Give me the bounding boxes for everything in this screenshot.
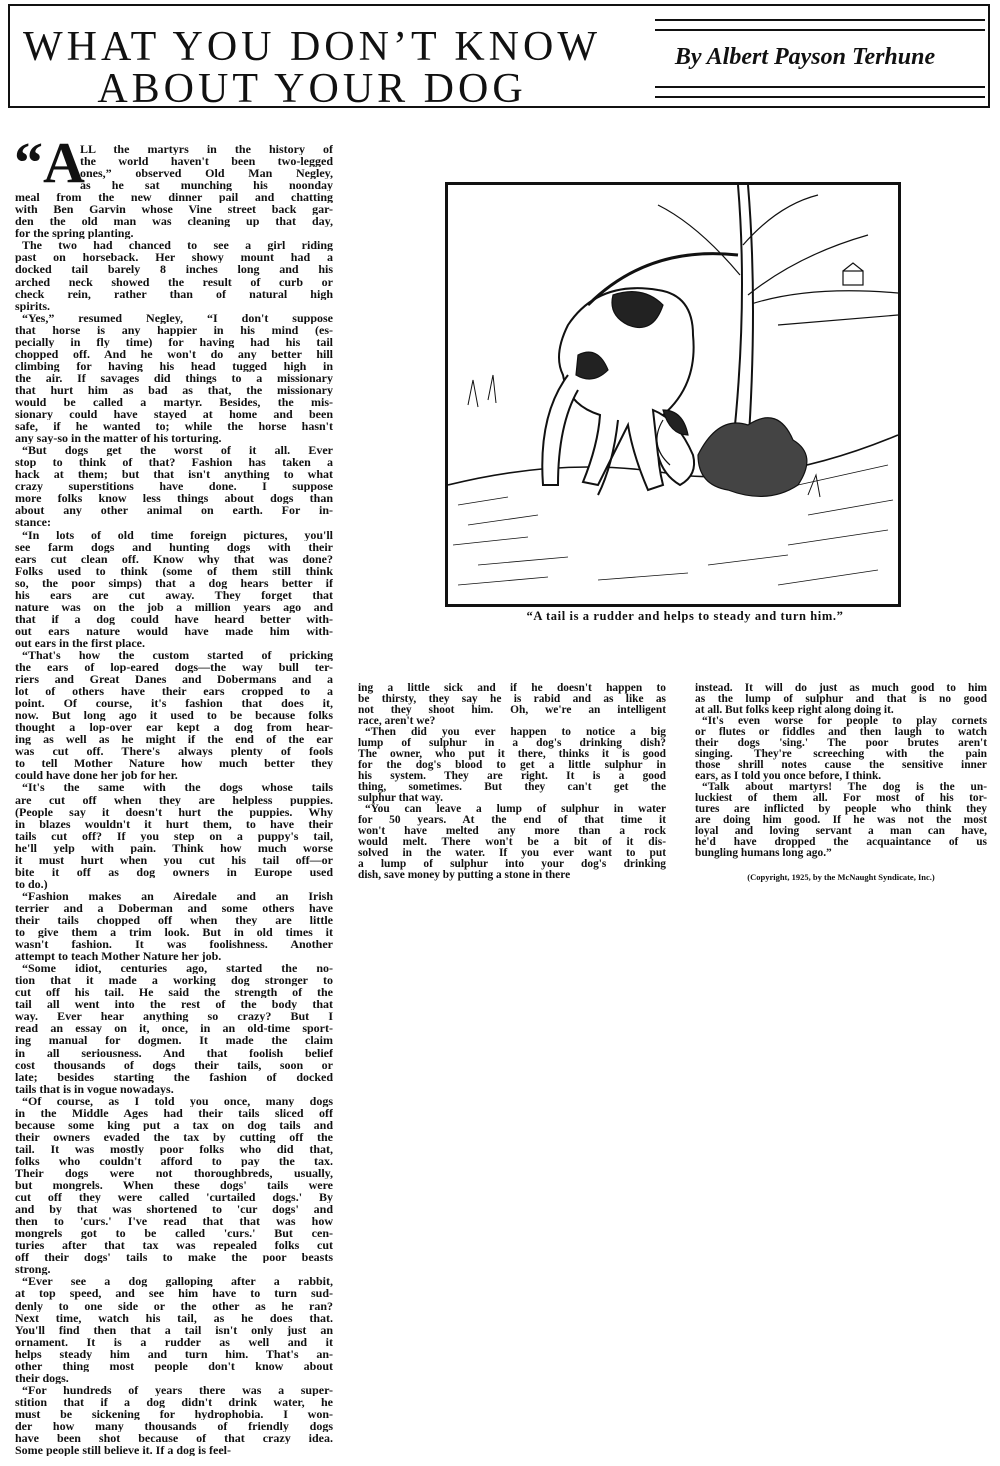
text-line: their owners evaded the tax by cutting off the xyxy=(15,1130,333,1143)
byline: By Albert Payson Terhune xyxy=(674,44,936,70)
text-line: “It's even worse for people to play cornets xyxy=(702,716,987,727)
text-line: “But dogs get the worst of it all. Ever xyxy=(22,444,333,457)
text-line: mongrels got to be called 'curs.' But cen- xyxy=(15,1227,333,1240)
text-line: turies after that tax was repealed folks cut xyxy=(15,1239,333,1252)
text-line: loyal and loving servant a man can have, xyxy=(695,826,987,837)
text-line: folks who couldn't afford to pay the tax. xyxy=(15,1154,333,1167)
text-line: stop to think of that? Fashion has taken a xyxy=(15,456,333,469)
text-line: thing, sometimes. But they can't get the xyxy=(358,782,666,793)
text-line: bite it off as dog owners in Europe used xyxy=(15,865,333,878)
text-line: safe, if he wanted to; while the horse hasn't xyxy=(15,420,333,433)
text-line: dish, save money by putting a stone in there xyxy=(358,870,571,881)
article-column-2 xyxy=(358,683,666,881)
text-line: nature was on the job a million years ago and xyxy=(15,600,333,613)
text-line: crazy superstitions have done. I suppose xyxy=(15,480,333,493)
text-line: tail all went into the rest of the body that xyxy=(15,998,333,1011)
text-line: docked tail barely 8 inches long and his xyxy=(15,263,333,276)
text-line: den the old man was cleaning up that day, xyxy=(15,215,333,228)
text-line: sulphur that way. xyxy=(358,793,443,804)
text-line: in the Middle Ages had their tails sliced off xyxy=(15,1106,333,1119)
text-line: lot of others have their ears cropped to a xyxy=(15,685,333,698)
text-line: check rein, rather than of natural high xyxy=(15,287,333,300)
text-line: other thing most people don't know about xyxy=(15,1359,333,1372)
text-line: riers and Great Danes and Dobermans and a xyxy=(15,673,333,686)
text-line: “Yes,” resumed Negley, “I don't suppose xyxy=(22,311,333,324)
text-line: tures are inflicted by people who think they xyxy=(695,804,987,815)
text-line: his ears are cut away. They forget that xyxy=(15,588,333,601)
text-line: singing. They're screeching with the pain xyxy=(695,749,987,760)
text-line: out ears nature would have made him with- xyxy=(15,624,333,637)
text-line: terrier and a Doberman and some others have xyxy=(15,901,333,914)
text-line: strong. xyxy=(15,1263,51,1276)
text-line: would melt. There won't be a bit of it dis- xyxy=(358,837,666,848)
text-line: climbing for having his head tugged high in xyxy=(15,359,333,372)
text-line: was cut off. There's always plenty of fools xyxy=(15,745,333,758)
text-line: tails that is in vogue nowadays. xyxy=(15,1082,174,1095)
text-line: a lump of sulphur into your dog's drinking xyxy=(358,859,666,870)
text-line: more folks know less things about dogs than xyxy=(15,492,333,505)
header-rule xyxy=(655,19,985,21)
text-line: their tails chopped off when they are little xyxy=(15,914,333,927)
text-line: as he sat munching his noonday xyxy=(80,179,333,192)
text-line: stance: xyxy=(15,516,51,529)
text-line: Folks used to think (some of them still think xyxy=(15,564,333,577)
dog-illustration xyxy=(445,182,901,607)
text-line: Next time, watch his tail, as he does that. xyxy=(15,1311,333,1324)
text-line: “Talk about martyrs! The dog is the un- xyxy=(702,782,987,793)
article-column-3 xyxy=(695,683,987,859)
text-line: ears cut clean off. Know why that was done? xyxy=(15,552,333,565)
text-line: in all seriousness. And that foolish belief xyxy=(15,1046,333,1059)
headline-line-1: WHAT YOU DON’T KNOW xyxy=(23,24,601,70)
text-line: for 50 years. At the end of that time it xyxy=(358,815,666,826)
illustration-caption: “A tail is a rudder and helps to steady and turn him.” xyxy=(526,609,844,623)
text-line: the world haven't been two-legged xyxy=(80,155,333,168)
text-line: at all. But folks keep right along doing it. xyxy=(695,705,894,716)
text-line: out ears in the first place. xyxy=(15,636,145,649)
text-line: The owner, who put it there, thinks it is good xyxy=(358,749,666,760)
text-line: so, the poor simps) that a dog hears better if xyxy=(15,576,333,589)
text-line: that horse is any happier in his mind (es- xyxy=(15,323,333,336)
text-line: cost thousands of dogs their tails, soon or xyxy=(15,1058,333,1071)
text-line: that hurt him as bad as that, the missionary xyxy=(15,383,333,396)
text-line: the air. If savages did things to a missionary xyxy=(15,371,333,384)
text-line: and by that was shortened to 'cur dogs' and xyxy=(15,1203,333,1216)
text-line: any say-so in the matter of his torturing. xyxy=(15,432,222,445)
text-line: tails cut off? If you step on a puppy's tail, xyxy=(15,829,333,842)
text-line: see farm dogs and hunting dogs with their xyxy=(15,540,333,553)
text-line: der how many thousands of friendly dogs xyxy=(15,1419,333,1433)
text-line: “Of course, as I told you once, many dogs xyxy=(22,1094,333,1107)
headline-line-2: ABOUT YOUR DOG xyxy=(97,66,527,112)
text-line: not they shoot him. Oh, we're an intelligent xyxy=(358,705,666,716)
text-line: race, aren't we? xyxy=(358,716,436,727)
text-line: ing manual for dogmen. It made the claim xyxy=(15,1034,333,1047)
text-line: be thirsty, they say he is rabid and as like as xyxy=(358,694,666,705)
header-rule xyxy=(655,29,985,31)
text-line: or flutes or fiddles and then laugh to watch xyxy=(695,727,987,738)
text-line: he'll yelp with pain. Think how much worse xyxy=(15,841,333,854)
text-line: “Ever see a dog galloping after a rabbit, xyxy=(22,1275,333,1288)
text-line: for the dog's blood to get a little sulphur in xyxy=(358,760,666,771)
text-line: “That's how the custom started of pricking xyxy=(22,648,333,662)
text-line: chopped off. And he won't do any better hill xyxy=(15,347,333,360)
text-line: would be called a martyr. Besides, the mis- xyxy=(15,395,333,409)
text-line: attempt to teach Mother Nature her job. xyxy=(15,950,222,963)
text-line: he'd have dropped the acquaintance of us xyxy=(695,837,987,848)
text-line: it must hurt when you cut his tail off—or xyxy=(15,853,333,866)
text-line: then to 'curs.' I've read that that was how xyxy=(15,1215,333,1228)
text-line: their dogs. xyxy=(15,1371,69,1384)
text-line: “You can leave a lump of sulphur in water xyxy=(365,804,666,815)
text-line: “Fashion makes an Airedale and an Irish xyxy=(22,889,333,902)
article-column-1 xyxy=(15,143,333,1456)
copyright-line: (Copyright, 1925, by the McNaught Syndicate, Inc.) xyxy=(747,872,935,882)
text-line: point. Of course, it's fashion that does it, xyxy=(15,697,333,710)
text-line: denly to one side or the other as he ran? xyxy=(15,1299,333,1312)
text-line: the ears of lop-eared dogs—the way bull ter- xyxy=(15,661,333,674)
text-line: past on horseback. Her showy mount had a xyxy=(15,251,333,264)
text-line: tion that it made a working dog stronger to xyxy=(15,974,333,987)
text-line: The two had chanced to see a girl riding xyxy=(22,239,333,252)
text-line: that if a dog could have heard better with- xyxy=(15,612,333,625)
text-line: LL the martyrs in the history of xyxy=(80,143,333,156)
text-line: have been shot because of that crazy idea. xyxy=(15,1432,333,1445)
text-line: “In lots of old time foreign pictures, you'll xyxy=(22,528,333,541)
text-line: are cut off when they are helpless puppies. xyxy=(15,793,333,806)
text-line: “Some idiot, centuries ago, started the no- xyxy=(22,962,333,975)
text-line: helps steady him and turn him. That's an- xyxy=(15,1347,333,1360)
header-rule xyxy=(655,96,985,98)
text-line: (People say it doesn't hurt the puppies. Why xyxy=(15,805,333,818)
text-line: pecially in fly time) for having had his tail xyxy=(15,335,333,348)
text-line: ing a little sick and if he doesn't happen to xyxy=(358,683,666,694)
dog-illustration-art xyxy=(448,185,898,604)
text-line: read an essay on it, once, in an old-time sport- xyxy=(15,1022,333,1035)
text-line: to tell Mother Nature how much better they xyxy=(15,757,333,770)
text-line: instead. It will do just as much good to him xyxy=(695,683,987,694)
text-line: could have done her job for her. xyxy=(15,769,178,782)
text-line: hack at them; but that isn't anything to what xyxy=(15,468,333,481)
text-line: off their dogs' tails to make the poor beasts xyxy=(15,1251,333,1264)
text-line: those shrill notes cause the sensitive inner xyxy=(695,760,987,771)
text-line: “It's the same with the dogs whose tails xyxy=(22,781,333,794)
text-line: in blazes wouldn't it hurt them, to have their xyxy=(15,817,333,830)
headline xyxy=(22,26,602,110)
text-line: stition that if a dog didn't drink water, he xyxy=(15,1395,333,1408)
text-line: “For hundreds of years there was a super- xyxy=(22,1383,333,1396)
text-line: ing as well as he might if the end of the ear xyxy=(15,733,333,746)
text-line: at top speed, and see him have to turn sud- xyxy=(15,1287,333,1300)
text-line: cut off they were called 'curtailed dogs.' By xyxy=(15,1191,333,1204)
text-line: to give them a trim look. But in old times it xyxy=(15,926,333,939)
text-line: ones,” observed Old Man Negley, xyxy=(80,167,333,180)
text-line: for the spring planting. xyxy=(15,227,134,240)
text-line: thought a lop-over ear kept a dog from hear- xyxy=(15,721,333,734)
text-line: spirits. xyxy=(15,299,51,312)
text-line: about any other animal on earth. For in- xyxy=(15,504,333,517)
text-line: now. But long ago it used to be because folks xyxy=(15,709,333,722)
text-line: his system. They are right. It is a good xyxy=(358,771,666,782)
text-line: luckiest of them all. For most of his tor- xyxy=(695,793,987,804)
text-line: as the lump of sulphur and that is no good xyxy=(695,694,987,705)
text-line: with Ben Garvin whose Vine street back gar- xyxy=(15,203,333,216)
text-line: ornament. It is a rudder as well and it xyxy=(15,1335,333,1348)
header-rule xyxy=(655,86,985,88)
text-line: solved in the water. If you ever want to put xyxy=(358,848,666,859)
text-line: Their dogs were not thoroughbreds, usually, xyxy=(15,1166,333,1180)
text-line: because some king put a tax on dog tails and xyxy=(15,1118,333,1131)
text-line: arched neck showed the result of curb or xyxy=(15,275,333,288)
text-line: way. Ever hear anything so crazy? But I xyxy=(15,1010,333,1023)
text-line: must be sickening for hydrophobia. I won- xyxy=(15,1407,333,1420)
text-line: sionary could have stayed at home and been xyxy=(15,408,333,421)
text-line: lump of sulphur in a dog's drinking dish? xyxy=(358,738,666,749)
text-line: ears, as I told you once before, I think. xyxy=(695,771,882,782)
text-line: late; besides starting the fashion of docked xyxy=(15,1070,333,1083)
text-line: tail. It was mostly poor folks who did that, xyxy=(15,1142,333,1155)
text-line: “Then did you ever happen to notice a big xyxy=(365,727,666,738)
text-line: but mongrels. When these dogs' tails were xyxy=(15,1179,333,1192)
text-line: You'll find then that a tail isn't only just an xyxy=(15,1323,333,1336)
text-line: are doing him good. If he was not the most xyxy=(695,815,987,826)
text-line: their dogs 'sing.' The poor brutes aren't xyxy=(695,738,987,749)
text-line: cut off his tail. He said the strength of the xyxy=(15,986,333,999)
text-line: bungling humans long ago.” xyxy=(695,848,832,859)
text-line: meal from the new dinner pail and chatting xyxy=(15,191,333,204)
text-line: to do.) xyxy=(15,877,48,890)
drop-cap: “A xyxy=(14,130,85,195)
text-line: Some people still believe it. If a dog is feel- xyxy=(15,1444,231,1457)
text-line: won't have melted any more than a rock xyxy=(358,826,666,837)
text-line: wasn't fashion. It was foolishness. Another xyxy=(15,938,333,951)
